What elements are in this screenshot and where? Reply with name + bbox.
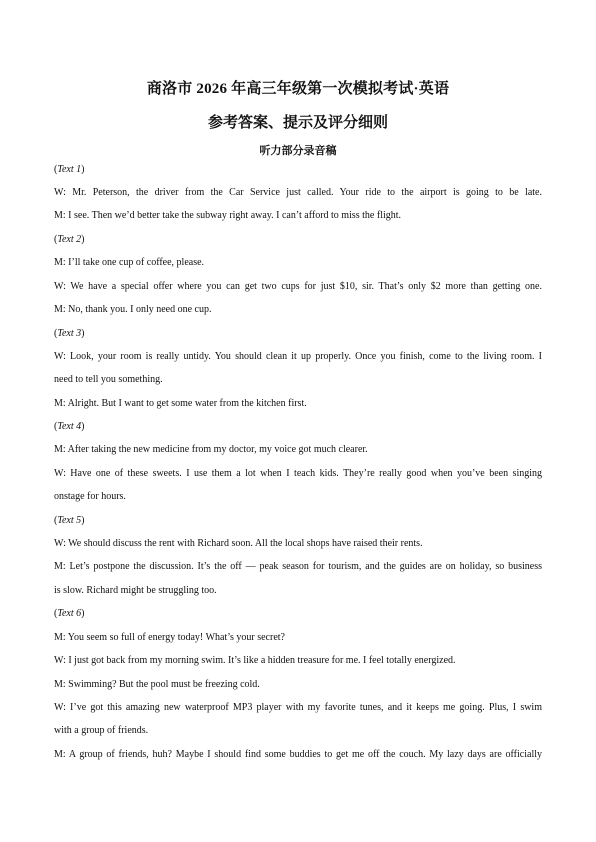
transcript-line: W: Look, your room is really untidy. You should clean it up properly. Once you finish, come to the living room. I <box>54 351 542 362</box>
text-label: (Text 6) <box>54 608 85 619</box>
text-label: (Text 2) <box>54 234 85 245</box>
transcript-line: onstage for hours. <box>54 491 126 502</box>
transcript-line: M: I see. Then we’d better take the subway right away. I can’t afford to miss the flight. <box>54 210 402 221</box>
transcript-line: W: We should discuss the rent with Richard soon. All the local shops have raised their rents. <box>54 538 423 549</box>
transcript-line: M: You seem so full of energy today! What’s your secret? <box>54 632 285 643</box>
text-label: (Text 5) <box>54 515 85 526</box>
section-heading: 听力部分录音稿 <box>259 145 337 157</box>
text-label: (Text 4) <box>54 421 85 432</box>
transcript-line: W: Mr. Peterson, the driver from the Car Service just called. Your ride to the airport is going to be late. <box>54 187 542 198</box>
transcript-line: M: A group of friends, huh? Maybe I should find some buddies to get me off the couch. My lazy days are officially <box>54 749 542 760</box>
transcript-line: M: Let’s postpone the discussion. It’s the off — peak season for tourism, and the guides are on holiday, so business <box>54 561 542 572</box>
text-label: (Text 3) <box>54 328 85 339</box>
transcript-line: with a group of friends. <box>54 725 149 736</box>
transcript-line: M: No, thank you. I only need one cup. <box>54 304 212 315</box>
transcript-line: M: After taking the new medicine from my doctor, my voice got much clearer. <box>54 444 368 455</box>
document-subtitle: 参考答案、提示及评分细则 <box>207 115 388 131</box>
transcript-line: W: I just got back from my morning swim. It’s like a hidden treasure for me. I feel totally energized. <box>54 655 456 666</box>
transcript-line: M: Alright. But I want to get some water from the kitchen first. <box>54 398 307 409</box>
transcript-line: W: We have a special offer where you can get two cups for just $10, sir. That’s only $2 more than getting one. <box>54 281 542 292</box>
document-title: 商洛市 2026 年高三年级第一次模拟考试·英语 <box>146 81 450 97</box>
transcript-line: M: Swimming? But the pool must be freezing cold. <box>54 679 260 690</box>
transcript-line: M: I’ll take one cup of coffee, please. <box>54 257 205 268</box>
transcript-line: W: Have one of these sweets. I use them a lot when I teach kids. They’re really good when you’ve been singing <box>54 468 542 479</box>
text-label: (Text 1) <box>54 164 85 175</box>
transcript-line: is slow. Richard might be struggling too. <box>54 585 217 596</box>
transcript-line: need to tell you something. <box>54 374 163 385</box>
transcript-line: W: I’ve got this amazing new waterproof MP3 player with my favorite tunes, and it keeps me going. Plus, I swim <box>54 702 542 713</box>
